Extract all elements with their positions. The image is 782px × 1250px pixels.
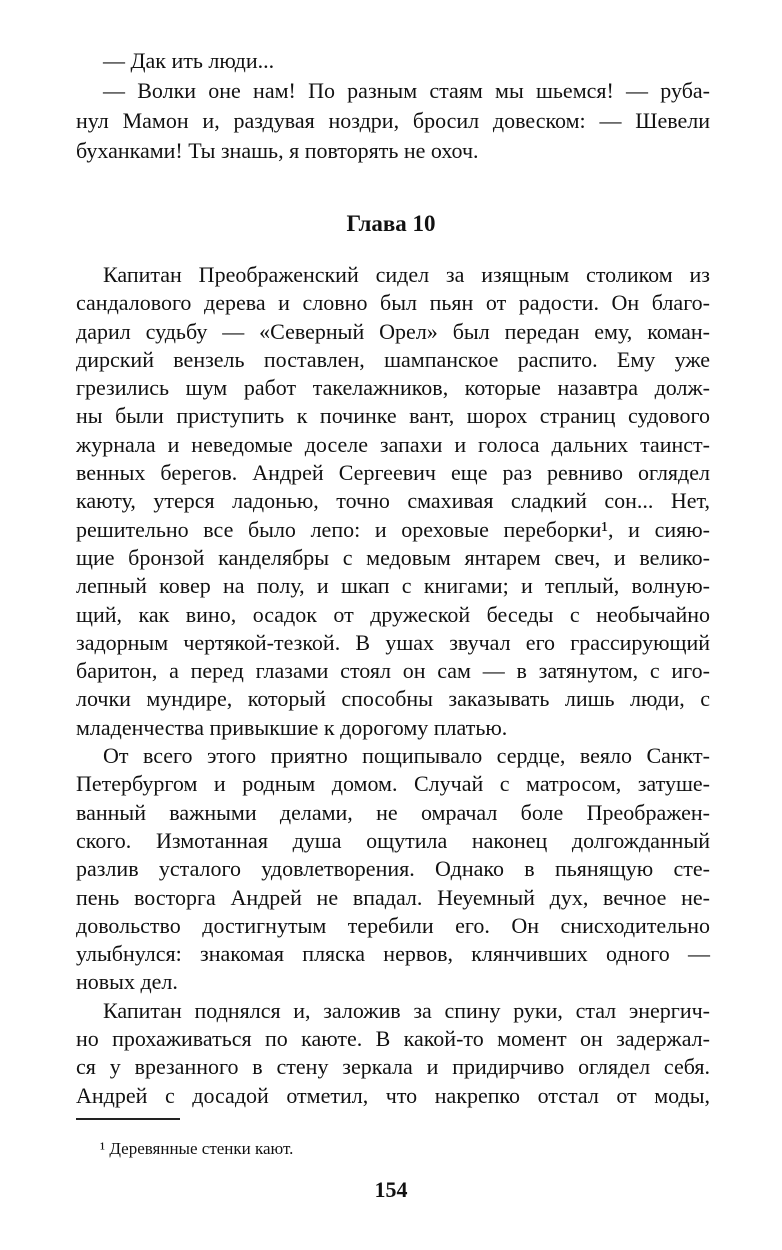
- text-line: — Волки оне нам! По разным стаям мы шьемся! — руба-: [103, 78, 710, 103]
- text-line: щие бронзой канделябры с медовым янтарем свеч, и велико-: [76, 544, 710, 570]
- text-line: ся у врезанного в стену зеркала и придирчиво оглядел себя.: [76, 1054, 710, 1080]
- text-line: Петербургом и родным домом. Случай с матросом, затуше-: [76, 771, 710, 797]
- text-line: дарил судьбу — «Северный Орел» был передан ему, коман-: [76, 318, 710, 344]
- text-line: довольство достигнутым теребили его. Он снисходительно: [76, 912, 710, 938]
- text-line: буханками! Ты знашь, я повторять не охоч.: [76, 138, 479, 163]
- text-line: венных берегов. Андрей Сергеевич еще раз ревниво оглядел: [76, 460, 710, 486]
- text-line: решительно все было лепо: и ореховые переборки¹, и сияю-: [76, 516, 710, 542]
- text-line: баритон, а перед глазами стоял он сам — в затянутом, с иго-: [76, 658, 710, 684]
- text-line: журнала и неведомые доселе запахи и голоса дальних таинст-: [76, 431, 710, 457]
- chapter-title: Глава 10: [346, 211, 436, 236]
- text-line: ны были приступить к починке вант, шорох страниц судового: [76, 403, 710, 429]
- text-line: задорным чертякой-тезкой. В ушах звучал его грассирующий: [76, 629, 710, 655]
- text-line: сандалового дерева и словно был пьян от радости. Он благо-: [76, 290, 710, 316]
- text-line: Капитан поднялся и, заложив за спину руки, стал энергич-: [103, 997, 710, 1023]
- text-line: пень восторга Андрей не впадал. Неуемный дух, вечное не-: [76, 884, 710, 910]
- text-line: — Дак ить люди...: [103, 48, 275, 73]
- body-text: [76, 261, 710, 1110]
- text-line: грезились шум работ такелажников, которые назавтра долж-: [76, 375, 710, 401]
- text-line: каюту, утерся ладонью, точно смахивая сладкий сон... Нет,: [76, 488, 710, 514]
- text-line: От всего этого приятно пощипывало сердце, веяло Санкт-: [103, 743, 710, 769]
- text-line: новых дел.: [76, 969, 178, 995]
- page-number: 154: [374, 1177, 408, 1202]
- text-line: ского. Измотанная душа ощутила наконец долгожданный: [76, 827, 710, 853]
- text-line: нул Мамон и, раздувая ноздри, бросил довеском: — Шевели: [76, 108, 710, 133]
- text-line: щий, как вино, осадок от дружеской беседы с необычайно: [76, 601, 710, 627]
- text-line: разлив усталого удовлетворения. Однако в пьянящую сте-: [76, 856, 710, 882]
- text-line: улыбнулся: знакомая пляска нервов, клянчивших одного —: [76, 941, 710, 967]
- footnote-divider: [76, 1118, 180, 1120]
- text-line: ванный важными делами, не омрачал боле Преображен-: [76, 799, 710, 825]
- dialogue-block: [76, 46, 710, 166]
- footnote: ¹ Деревянные стенки кают.: [100, 1139, 294, 1158]
- text-line: младенчества привыкшие к дорогому платью.: [76, 714, 508, 740]
- text-line: лочки мундире, который способны заказывать лишь люди, с: [76, 686, 710, 712]
- text-line: лепный ковер на полу, и шкап с книгами; и теплый, волную-: [76, 573, 710, 599]
- text-line: Капитан Преображенский сидел за изящным столиком из: [103, 262, 710, 287]
- text-line: Андрей с досадой отметил, что накрепко отстал от моды,: [76, 1082, 710, 1108]
- text-line: но прохаживаться по каюте. В какой-то момент он задержал-: [76, 1026, 710, 1052]
- text-line: дирский вензель поставлен, шампанское распито. Ему уже: [76, 346, 710, 372]
